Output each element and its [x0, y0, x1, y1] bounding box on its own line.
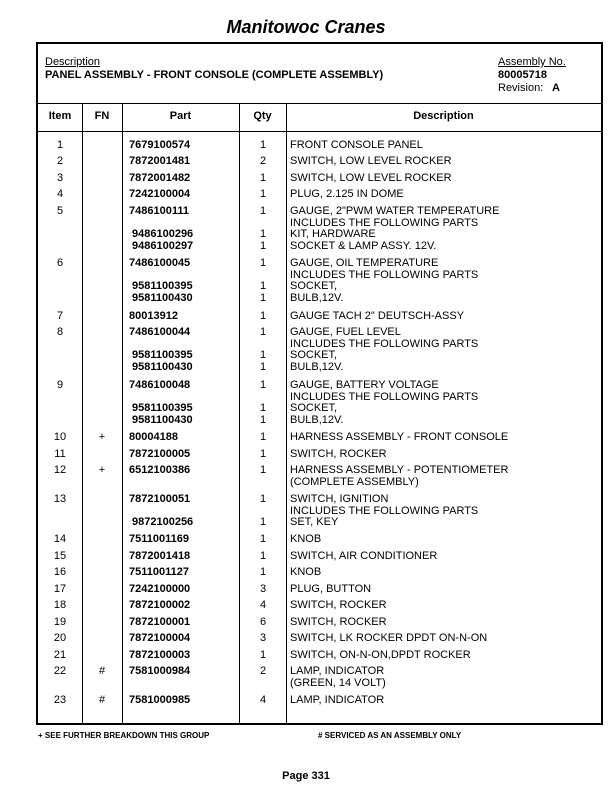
part-number: 9581100395	[132, 280, 193, 293]
footnote-serviced-assembly: # SERVICED AS AN ASSEMBLY ONLY	[318, 731, 462, 740]
quantity: 1	[259, 464, 267, 476]
quantity: 1	[259, 257, 267, 269]
part-description: SOCKET,	[290, 280, 338, 293]
item-number: 19	[53, 616, 67, 628]
part-number: 9486100296	[132, 228, 194, 241]
fn-marker: +	[98, 431, 106, 443]
part-number: 9581100430	[132, 413, 193, 426]
part-number: 7872100004	[129, 632, 191, 644]
item-number: 9	[56, 379, 64, 391]
quantity: 3	[259, 632, 267, 644]
item-number: 12	[53, 464, 67, 476]
part-description: INCLUDES THE FOLLOWING PARTS	[290, 268, 479, 281]
part-number: 80004188	[129, 431, 178, 443]
quantity: 1	[259, 280, 267, 293]
item-number: 2	[56, 155, 64, 167]
part-number: 9581100430	[132, 291, 193, 304]
part-number: 9486100297	[132, 239, 194, 252]
quantity: 1	[259, 139, 267, 151]
column-header-fn: FN	[94, 110, 110, 122]
part-description: INCLUDES THE FOLLOWING PARTS	[290, 337, 479, 350]
part-number: 7511001169	[129, 533, 189, 545]
part-description: SET, KEY	[290, 516, 339, 529]
quantity: 1	[259, 188, 267, 200]
item-number: 14	[53, 533, 67, 545]
part-number: 9581100395	[132, 349, 193, 362]
quantity: 1	[259, 413, 267, 426]
column-header-qty: Qty	[253, 110, 272, 122]
fn-marker: #	[98, 665, 106, 677]
part-description: SWITCH, LOW LEVEL ROCKER	[290, 155, 452, 167]
quantity: 2	[259, 665, 267, 677]
item-number: 6	[56, 257, 64, 269]
assembly-no: 80005718	[498, 69, 547, 81]
item-number: 8	[56, 326, 64, 338]
part-description: (COMPLETE ASSEMBLY)	[290, 475, 419, 488]
part-description: SOCKET,	[290, 402, 338, 415]
quantity: 1	[259, 649, 267, 661]
item-number: 7	[56, 310, 64, 322]
company-title: Manitowoc Cranes	[226, 17, 386, 37]
part-number: 6512100386	[129, 464, 191, 476]
part-description: SWITCH, ROCKER	[290, 599, 387, 611]
revision-value: A	[552, 82, 560, 94]
parts-list-frame	[36, 42, 603, 725]
part-number: 7872100001	[129, 616, 191, 628]
quantity: 4	[259, 599, 267, 611]
part-number: 9581100430	[132, 360, 193, 373]
part-description: SWITCH, IGNITION	[290, 493, 389, 505]
item-number: 21	[53, 649, 67, 661]
part-number: 7872100005	[129, 448, 191, 460]
quantity: 3	[259, 583, 267, 595]
part-description: LAMP, INDICATOR	[290, 665, 385, 677]
part-description: LAMP, INDICATOR	[290, 694, 385, 706]
part-description: PLUG, BUTTON	[290, 583, 372, 595]
part-number: 7581000985	[129, 694, 191, 706]
part-description: SWITCH, LOW LEVEL ROCKER	[290, 172, 452, 184]
part-number: 80013912	[129, 310, 178, 322]
quantity: 1	[259, 172, 267, 184]
quantity: 2	[259, 155, 267, 167]
part-number: 7872001482	[129, 172, 191, 184]
part-number: 9872100256	[132, 516, 194, 529]
quantity: 1	[259, 326, 267, 338]
part-number: 7486100044	[129, 326, 191, 338]
item-number: 16	[53, 566, 67, 578]
part-description: SWITCH, ROCKER	[290, 616, 387, 628]
part-number: 7872100051	[129, 493, 191, 505]
part-description: FRONT CONSOLE PANEL	[290, 139, 423, 151]
item-number: 13	[53, 493, 67, 505]
item-number: 3	[56, 172, 64, 184]
part-number: 7872001481	[129, 155, 191, 167]
part-description: GAUGE, FUEL LEVEL	[290, 326, 401, 338]
part-number: 7872100003	[129, 649, 191, 661]
quantity: 1	[259, 349, 267, 362]
quantity: 1	[259, 431, 267, 443]
part-description: GAUGE, BATTERY VOLTAGE	[290, 379, 439, 391]
column-header-description: Description	[413, 110, 474, 122]
part-number: 7511001127	[129, 566, 189, 578]
item-number: 10	[53, 431, 67, 443]
part-number: 7581000984	[129, 665, 191, 677]
fn-marker: #	[98, 694, 106, 706]
item-number: 17	[53, 583, 67, 595]
part-description: GAUGE, 2"PWM WATER TEMPERATURE	[290, 205, 500, 217]
part-number: 7486100048	[129, 379, 191, 391]
part-description: BULB,12V.	[290, 413, 344, 426]
column-divider	[82, 103, 83, 723]
item-number: 11	[54, 448, 66, 460]
part-description: BULB,12V.	[290, 360, 344, 373]
part-description: SWITCH, AIR CONDITIONER	[290, 550, 438, 562]
item-number: 4	[56, 188, 64, 200]
part-description: SWITCH, ROCKER	[290, 448, 387, 460]
item-number: 5	[56, 205, 64, 217]
quantity: 1	[259, 205, 267, 217]
quantity: 1	[259, 448, 267, 460]
part-description: SOCKET & LAMP ASSY. 12V.	[290, 239, 437, 252]
quantity: 1	[259, 402, 267, 415]
item-number: 15	[53, 550, 67, 562]
part-number: 9581100395	[132, 402, 193, 415]
quantity: 1	[259, 310, 267, 322]
quantity: 1	[259, 516, 267, 529]
quantity: 6	[259, 616, 267, 628]
part-description: KNOB	[290, 533, 322, 545]
quantity: 1	[259, 550, 267, 562]
quantity: 4	[259, 694, 267, 706]
part-description: INCLUDES THE FOLLOWING PARTS	[290, 216, 479, 229]
part-description: INCLUDES THE FOLLOWING PARTS	[290, 504, 479, 517]
part-number: 7242100000	[129, 583, 191, 595]
item-number: 1	[56, 139, 64, 151]
description-label: Description	[45, 56, 101, 68]
part-description: HARNESS ASSEMBLY - FRONT CONSOLE	[290, 431, 509, 443]
quantity: 1	[259, 379, 267, 391]
footnote-further-breakdown: + SEE FURTHER BREAKDOWN THIS GROUP	[38, 731, 210, 740]
part-description: SWITCH, LK ROCKER DPDT ON-N-ON	[290, 632, 488, 644]
quantity: 1	[259, 228, 267, 241]
part-number: 7486100045	[129, 257, 191, 269]
item-number: 18	[53, 599, 67, 611]
part-description: PLUG, 2.125 IN DOME	[290, 188, 404, 200]
fn-marker: +	[98, 464, 106, 476]
quantity: 1	[259, 291, 267, 304]
part-number: 7486100111	[129, 205, 189, 217]
column-divider	[122, 103, 123, 723]
quantity: 1	[259, 360, 267, 373]
part-description: INCLUDES THE FOLLOWING PARTS	[290, 390, 479, 403]
part-description: SWITCH, ON-N-ON,DPDT ROCKER	[290, 649, 471, 661]
part-description: KIT, HARDWARE	[290, 228, 376, 241]
part-description: (GREEN, 14 VOLT)	[290, 676, 386, 689]
page-number: Page 331	[282, 770, 330, 782]
part-number: 7679100574	[129, 139, 191, 151]
column-header-part: Part	[169, 110, 192, 122]
part-number: 7872001418	[129, 550, 191, 562]
assembly-description: PANEL ASSEMBLY - FRONT CONSOLE (COMPLETE ASSEMBLY)	[45, 69, 384, 81]
item-number: 20	[53, 632, 67, 644]
part-description: HARNESS ASSEMBLY - POTENTIOMETER	[290, 464, 509, 476]
item-number: 22	[53, 665, 67, 677]
quantity: 1	[259, 493, 267, 505]
part-number: 7242100004	[129, 188, 191, 200]
part-description: GAUGE, OIL TEMPERATURE	[290, 257, 439, 269]
assembly-no-label: Assembly No.	[498, 56, 566, 68]
quantity: 1	[259, 239, 267, 252]
part-description: KNOB	[290, 566, 322, 578]
item-number: 23	[53, 694, 67, 706]
part-number: 7872100002	[129, 599, 191, 611]
quantity: 1	[259, 566, 267, 578]
part-description: BULB,12V.	[290, 291, 344, 304]
column-header-item: Item	[48, 110, 72, 122]
quantity: 1	[259, 533, 267, 545]
part-description: GAUGE TACH 2" DEUTSCH-ASSY	[290, 310, 465, 322]
revision-label: Revision:	[498, 82, 544, 94]
part-description: SOCKET,	[290, 349, 338, 362]
